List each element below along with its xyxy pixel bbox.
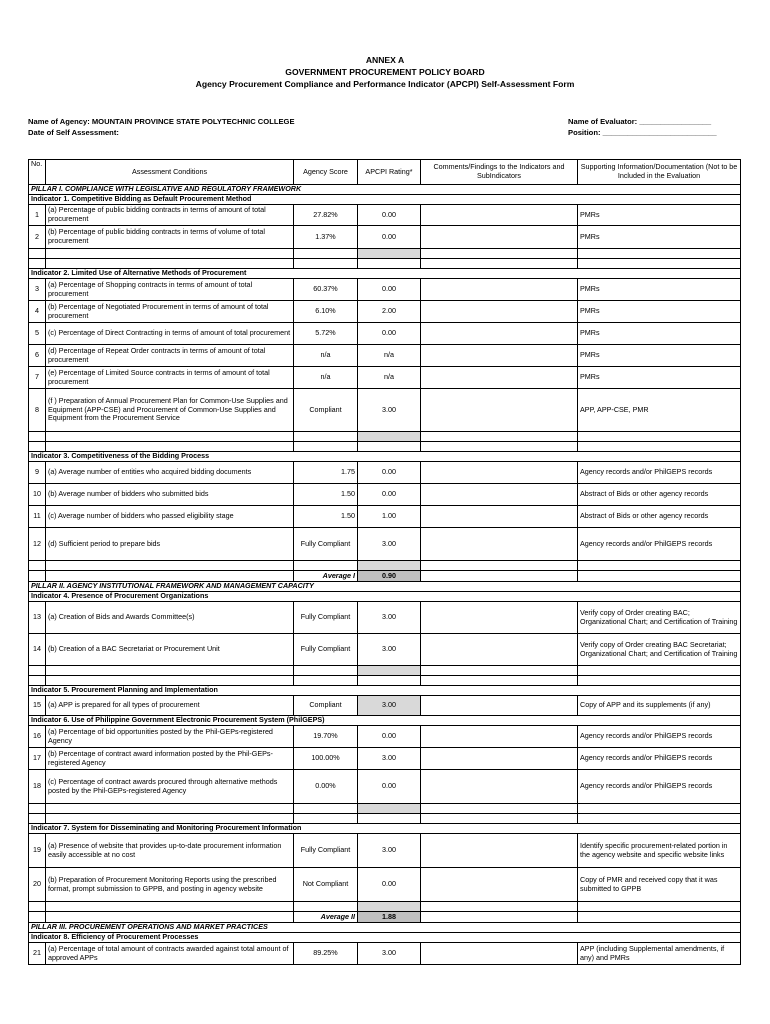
table-row: 12 (d) Sufficient period to prepare bids Fully Compliant 3.00 Agency records and/or PhilGEPS records: [29, 528, 741, 561]
indicator-heading: Indicator 6. Use of Philippine Government Electronic Procurement System (PhilGEPS): [29, 716, 741, 726]
assessment-table: [28, 159, 741, 965]
table-header-row: [29, 160, 741, 185]
table-row: 2 (b) Percentage of public bidding contracts in terms of volume of total procurement 1.37% 0.00 PMRs: [29, 226, 741, 249]
indicator-heading: Indicator 1. Competitive Bidding as Default Procurement Method: [29, 195, 741, 205]
table-row: 14 (b) Creation of a BAC Secretariat or Procurement Unit Fully Compliant 3.00 Verify copy of Order creating BAC Secretariat; Organizational Chart; and Certification of Training: [29, 634, 741, 666]
table-row: 20 (b) Preparation of Procurement Monitoring Reports using the prescribed format, prompt submission to GPPB, and posting in agency website Not Compliant 0.00 Copy of PMR and received copy that it was submitted to GPPB: [29, 868, 741, 902]
indicator-heading: Indicator 8. Efficiency of Procurement Processes: [29, 933, 741, 943]
indicator-heading: Indicator 5. Procurement Planning and Implementation: [29, 686, 741, 696]
agency-name: Name of Agency: MOUNTAIN PROVINCE STATE POLYTECHNIC COLLEGE: [28, 117, 295, 126]
table-row: 15 (a) APP is prepared for all types of procurement Compliant 3.00 Copy of APP and its supplements (if any): [29, 696, 741, 716]
indicator-heading: Indicator 3. Competitiveness of the Bidding Process: [29, 452, 741, 462]
form-title: Agency Procurement Compliance and Performance Indicator (APCPI) Self-Assessment Form: [195, 79, 575, 89]
spacer-row: [29, 666, 741, 676]
spacer-row: [29, 249, 741, 259]
table-row: 6 (d) Percentage of Repeat Order contracts in terms of amount of total procurement n/a n/a PMRs: [29, 345, 741, 367]
evaluator-position: Position: ___________________________: [568, 128, 717, 137]
col-conditions: Assessment Conditions: [46, 160, 294, 185]
table-row: 17 (b) Percentage of contract award information posted by the Phil-GEPs-registered Agency 100.00% 3.00 Agency records and/or PhilGEPS records: [29, 748, 741, 770]
table-row: 21 (a) Percentage of total amount of contracts awarded against total amount of approved APPs 89.25% 3.00 APP (including Supplemental amendments, if any) and PMRs: [29, 943, 741, 965]
evaluator-name: Name of Evaluator: _________________: [568, 117, 712, 126]
pillar-heading: PILLAR III. PROCUREMENT OPERATIONS AND MARKET PRACTICES: [29, 923, 741, 933]
spacer-row: [29, 902, 741, 912]
assessment-date: Date of Self Assessment:: [28, 128, 119, 137]
table-row: 10 (b) Average number of bidders who submitted bids 1.50 0.00 Abstract of Bids or other agency records: [29, 484, 741, 506]
table-row: 3 (a) Percentage of Shopping contracts in terms of amount of total procurement 60.37% 0.00 PMRs: [29, 279, 741, 301]
average-label: Average I: [294, 571, 358, 582]
spacer-row: [29, 259, 741, 269]
spacer-row: [29, 561, 741, 571]
table-row: 5 (c) Percentage of Direct Contracting in terms of amount of total procurement 5.72% 0.00 PMRs: [29, 323, 741, 345]
spacer-row: [29, 432, 741, 442]
spacer-row: [29, 814, 741, 824]
spacer-row: [29, 804, 741, 814]
col-support: Supporting Information/Documentation (Not to be Included in the Evaluation: [578, 160, 741, 185]
average-value: 0.90: [358, 571, 421, 582]
table-row: 7 (e) Percentage of Limited Source contracts in terms of amount of total procurement n/a n/a PMRs: [29, 367, 741, 389]
table-row: 13 (a) Creation of Bids and Awards Committee(s) Fully Compliant 3.00 Verify copy of Order creating BAC; Organizational Chart; and Certification of Training: [29, 602, 741, 634]
col-comments: Comments/Findings to the Indicators and SubIndicators: [421, 160, 578, 185]
annex-label: ANNEX A: [365, 55, 405, 65]
col-no: No.: [29, 160, 46, 185]
indicator-heading: Indicator 4. Presence of Procurement Organizations: [29, 592, 741, 602]
pillar-heading: PILLAR II. AGENCY INSTITUTIONAL FRAMEWORK AND MANAGEMENT CAPACITY: [29, 582, 741, 592]
table-row: 4 (b) Percentage of Negotiated Procurement in terms of amount of total procurement 6.10% 2.00 PMRs: [29, 301, 741, 323]
average-row: [29, 912, 741, 923]
spacer-row: [29, 676, 741, 686]
pillar-heading: PILLAR I. COMPLIANCE WITH LEGISLATIVE AND REGULATORY FRAMEWORK: [29, 185, 741, 195]
average-row: [29, 571, 741, 582]
indicator-heading: Indicator 2. Limited Use of Alternative Methods of Procurement: [29, 269, 741, 279]
table-row: 16 (a) Percentage of bid opportunities posted by the Phil-GEPs-registered Agency 19.70% 0.00 Agency records and/or PhilGEPS records: [29, 726, 741, 748]
col-rating: APCPI Rating*: [358, 160, 421, 185]
table-row: 9 (a) Average number of entities who acquired bidding documents 1.75 0.00 Agency records and/or PhilGEPS records: [29, 462, 741, 484]
board-title: GOVERNMENT PROCUREMENT POLICY BOARD: [285, 67, 485, 77]
table-row: 18 (c) Percentage of contract awards procured through alternative methods posted by the Phil-GEPs-registered Agency 0.00% 0.00 Agency records and/or PhilGEPS records: [29, 770, 741, 804]
table-row: 8 (f ) Preparation of Annual Procurement Plan for Common-Use Supplies and Equipment (APP-CSE) and Procurement of Common-Use Supplies and Equipment from the Procurement Service Compliant 3.00 APP, APP-CSE, PMR: [29, 389, 741, 432]
table-row: 19 (a) Presence of website that provides up-to-date procurement information easily accessible at no cost Fully Compliant 3.00 Identify specific procurement-related portion in the agency website and specific website links: [29, 834, 741, 868]
spacer-row: [29, 442, 741, 452]
table-row: 11 (c) Average number of bidders who passed eligibility stage 1.50 1.00 Abstract of Bids or other agency records: [29, 506, 741, 528]
average-label: Average II: [294, 912, 358, 923]
col-score: Agency Score: [294, 160, 358, 185]
table-row: 1 (a) Percentage of public bidding contracts in terms of amount of total procurement 27.82% 0.00 PMRs: [29, 205, 741, 226]
indicator-heading: Indicator 7. System for Disseminating and Monitoring Procurement Information: [29, 824, 741, 834]
average-value: 1.88: [358, 912, 421, 923]
